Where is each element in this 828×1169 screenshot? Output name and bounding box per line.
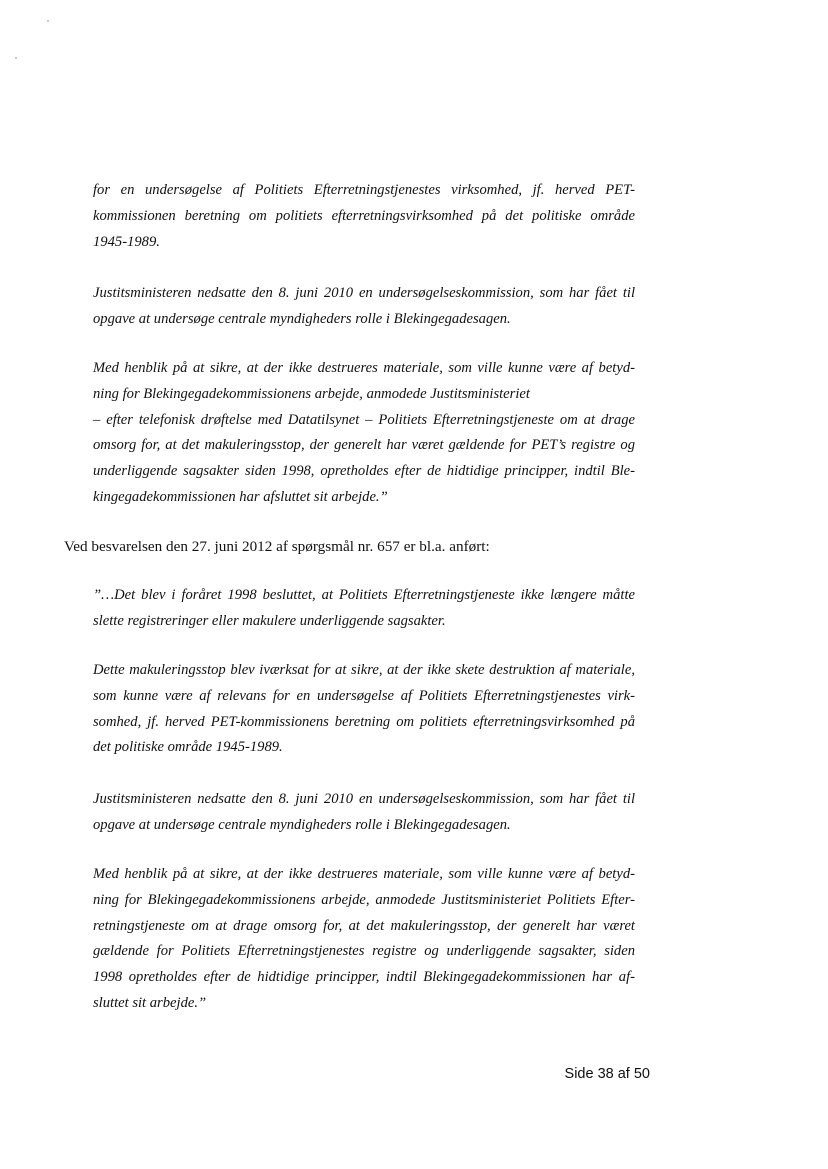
text-line: opgave at undersøge centrale myndigheders rolle i Blekingegadesagen. — [93, 816, 511, 833]
text-line: ning for Blekingegadekommissionens arbejde, anmodede Justitsministeriet Politiets Efter- — [93, 891, 635, 908]
text-line: som kunne være af relevans for en undersøgelse af Politiets Efterretningstjenestes virk- — [93, 687, 635, 704]
text-line: ning for Blekingegadekommissionens arbejde, anmodede Justitsministeriet — [93, 385, 530, 402]
text-line: omsorg for, at det makuleringsstop, der generelt har været gældende for PET’s registre og — [93, 437, 635, 454]
text-line: 1998 opretholdes efter de hidtidige principper, indtil Blekingegadekommissionen har af- — [93, 969, 635, 986]
text-line: Med henblik på at sikre, at der ikke destrueres materiale, som ville kunne være af betyd- — [93, 360, 635, 376]
text-line: ”…Det blev i foråret 1998 besluttet, at Politiets Efterretningstjeneste ikke længere måtte — [93, 587, 635, 603]
quote-paragraph — [93, 583, 635, 635]
text-line: opgave at undersøge centrale myndigheders rolle i Blekingegadesagen. — [93, 310, 511, 327]
text-line: slette registreringer eller makulere underliggende sagsakter. — [93, 612, 446, 629]
text-line: sluttet sit arbejde.” — [93, 994, 207, 1011]
text-line: Justitsministeren nedsatte den 8. juni 2010 en undersøgelseskommission, som har fået til — [93, 791, 635, 807]
text-line: for en undersøgelse af Politiets Efterretningstjenestes virksomhed, jf. herved PET- — [93, 182, 635, 198]
scan-speck — [15, 57, 17, 59]
quote-paragraph — [93, 787, 635, 839]
page-number: Side 38 af 50 — [564, 1066, 650, 1082]
text-line: retningstjeneste om at drage omsorg for, at det makuleringsstop, der generelt har været — [93, 917, 635, 934]
text-line: Med henblik på at sikre, at der ikke destrueres materiale, som ville kunne være af betyd- — [93, 866, 635, 882]
text-line: 1945-1989. — [93, 233, 160, 250]
text-line: Dette makuleringsstop blev iværksat for at sikre, at der ikke skete destruktion af materiale, — [93, 662, 635, 678]
text-line: kingegadekommissionen har afsluttet sit arbejde.” — [93, 488, 388, 505]
text-line: somhed, jf. herved PET-kommissionens beretning om politiets efterretningsvirksomhed på — [93, 713, 635, 730]
quote-paragraph — [93, 281, 635, 333]
text-line: gældende for Politiets Efterretningstjenestes registre og underliggende sagsakter, siden — [93, 943, 635, 960]
text-line: det politiske område 1945-1989. — [93, 739, 283, 756]
scan-speck — [47, 20, 49, 22]
text-line: kommissionen beretning om politiets efterretningsvirksomhed på det politiske område — [93, 207, 635, 224]
text-line: underliggende sagsakter siden 1998, opretholdes efter de hidtidige principper, indtil Ble- — [93, 463, 635, 480]
quote-paragraph — [93, 658, 635, 761]
body-paragraph: Ved besvarelsen den 27. juni 2012 af spørgsmål nr. 657 er bl.a. anført: — [64, 538, 490, 555]
text-line: – efter telefonisk drøftelse med Datatilsynet – Politiets Efterretningstjeneste om at drage — [93, 411, 635, 428]
text-line: Justitsministeren nedsatte den 8. juni 2010 en undersøgelseskommission, som har fået til — [93, 285, 635, 301]
quote-paragraph — [93, 356, 635, 511]
quote-paragraph — [93, 178, 635, 255]
quote-paragraph — [93, 862, 635, 1017]
